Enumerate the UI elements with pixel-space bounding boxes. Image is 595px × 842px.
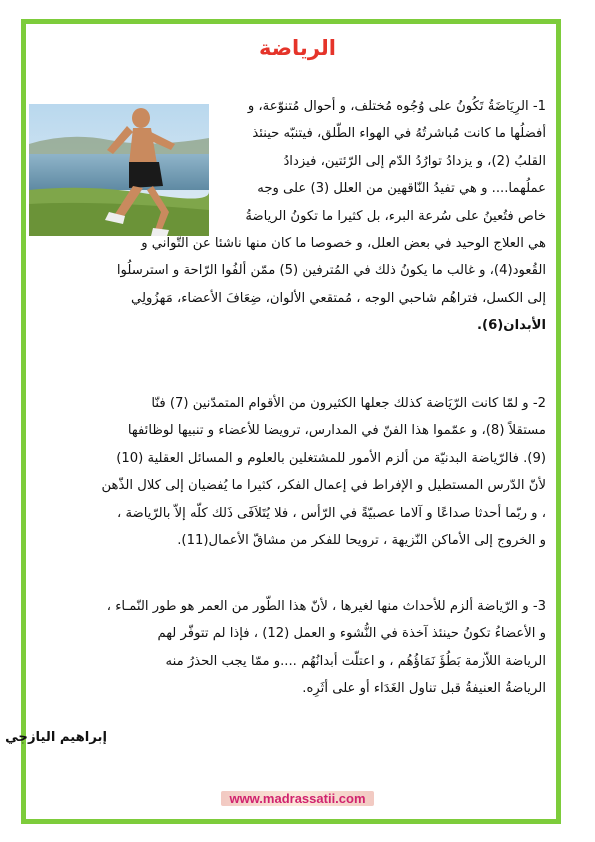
p1-line: هي العلاج الوحيد في بعض العلل، و خصوصا ما كان منها ناشئا عن التّواني و (141, 235, 546, 251)
p2-line: ، و ربّما أحدثا صداعًا و آلاما عصبيّةً في الرّأس ، فلا يُتَلاَفَى ذَلك كلّه إلاّ بالرّياضة ، (117, 505, 546, 521)
p2-line: (9). فالرّياضة البدنيّة من ألزم الأمور للمشتغلين بالعلوم و المسائل العقلية (10) (116, 450, 546, 466)
p3-line: و الأعضاءُ تكونُ حينئذ آخذة في النُّشوء و العمل (12) ، فإذا لم تتوفّر لهم (157, 626, 546, 642)
p1-line: الأبدان(6). (477, 318, 546, 334)
website-link[interactable]: www.madrassatii.com (221, 791, 373, 806)
p1-line: خاص فتُعينُ على سُرعة البرء، بل كثيرا ما تكونُ الرياضةُ (245, 208, 546, 224)
p3-line: الرياضة اللاّزمة بَطُؤَ نَمَاؤُهُم ، و اعتلّت أبدانُهُم ....و ممّا يجب الحذرُ منه (165, 653, 546, 669)
author-name: إبراهيم اليازجي (5, 730, 107, 745)
p1-line: القُعود(4)، و غالب ما يكونُ ذلك في المُترفين (5) ممّن ألفُوا الرّاحة و استرسلُوا (116, 263, 546, 279)
p2-line: و الخروج إلى الأماكن النّزيهة ، ترويحا للفكر من مشاقّ الأعمال(11). (177, 532, 546, 548)
page-title: الرياضة (259, 36, 336, 60)
p2-line: 2- و لمّا كانت الرّيَاضة كذلك جعلها الكثيرون من الأقوام المتمدّنين (7) فنّا (151, 396, 546, 411)
paragraph-2 (38, 390, 546, 554)
p1-line: أفضلُها ما كانت مُباشرتُهُ في الهواء الطّلق، فيتنبّه حينئذ (252, 126, 546, 142)
p2-line: مستقلاً (8)، و عمّموا هذا الفنّ في المدارس، ترويضا للأعضاء و تنبيها لوظائفها (127, 423, 546, 439)
p3-line: 3- و الرّياضة ألزم للأحداث منها لغيرها ، لأنّ هذا الطّور من العمر هو طور النّمـاء ، (106, 599, 546, 614)
p3-line: الرياضةُ العنيفةُ قبل تناول الغَدَاء أو على أثَرِه. (302, 681, 546, 697)
footer-website (0, 791, 595, 806)
p1-line: القلبُ (2)، و يزدادُ توارُدُ الدّم إلى الرّئتين، فيزدادُ (283, 153, 546, 169)
paragraph-1 (38, 93, 546, 340)
p1-line: عملُهما.... و هي تفيدُ النّاقهين من العلل (3) على وجه (257, 181, 546, 197)
paragraph-3 (38, 593, 546, 703)
p1-line: 1- الرِيَاضَةُ تَكُونُ على وُجُوه مُختلف، و أحوال مُتنوّعة، و (247, 99, 546, 114)
p2-line: لأنّ الدّرس المستطيل و الإفراط في إعمال الفكر، كثيرا ما يُفضيان إلى كلال الذّهن (101, 478, 546, 494)
p1-line: إلى الكسل، فتراهُم شاحبي الوجه ، مُمتقعي الألوان، ضِعَافَ الأعضاء، مَهزُولِي (130, 290, 546, 306)
